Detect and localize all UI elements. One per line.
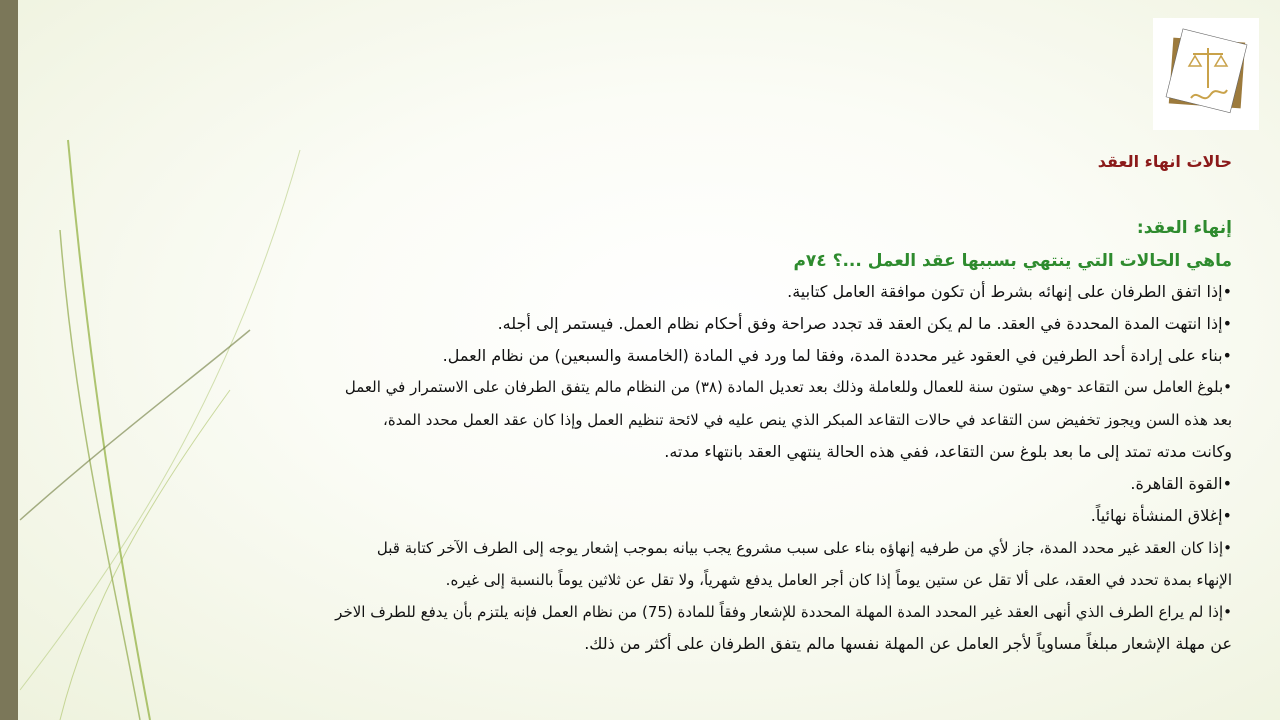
bullet-line: الإنهاء بمدة تحدد في العقد، على ألا تقل عن ستين يوماً إذا كان أجر العامل يدفع شهرياً، ولا تقل عن ثلاثين يوماً بالنسبة إلى غيره. [445,571,1232,589]
question-heading: ماهي الحالات التي ينتهي بسببها عقد العمل ...؟ ٧٤م [793,251,1232,271]
bullet-line: •إذا اتفق الطرفان على إنهائه بشرط أن تكون موافقة العامل كتابية. [787,282,1232,301]
bullet-line: •بناء على إرادة أحد الطرفين في العقود غير محددة المدة، وفقا لما ورد في المادة (الخامسة والسبعين) من نظام العمل. [442,346,1232,365]
section-heading: إنهاء العقد: [1136,218,1232,238]
bullet-line: •القوة القاهرة. [1130,474,1232,493]
bullet-line: •إذا كان العقد غير محدد المدة، جاز لأي من طرفيه إنهاؤه بناء على سبب مشروع يجب بيانه بموجب إشعار يوجه إلى الطرف الآخر كتابة قبل [376,539,1232,557]
slide-title: حالات انهاء العقد [1097,152,1232,171]
bullet-line: •إذا انتهت المدة المحددة في العقد. ما لم يكن العقد قد تجدد صراحة وفق أحكام نظام العمل. فيستمر إلى أجله. [497,314,1232,333]
decorative-lines [0,0,320,720]
bullet-line: بعد هذه السن ويجوز تخفيض سن التقاعد في حالات التقاعد المبكر الذي ينص عليه في لائحة تنظيم العمل وإذا كان عقد العمل محدد المدة، [383,411,1232,429]
bullet-line: عن مهلة الإشعار مبلغاً مساوياً لأجر العامل عن المهلة نفسها مالم يتفق الطرفان على أكثر من ذلك. [584,634,1232,653]
bullet-line: وكانت مدته تمتد إلى ما بعد بلوغ سن التقاعد، ففي هذه الحالة ينتهي العقد بانتهاء مدته. [664,442,1232,461]
bullet-line: •إغلاق المنشأة نهائياً. [1090,506,1232,525]
bullet-line: •إذا لم يراع الطرف الذي أنهى العقد غير المحدد المدة المهلة المحددة للإشعار وفقاً للمادة (75) من نظام العمل فإنه يلتزم بأن يدفع للطرف الاخر [335,603,1232,621]
bullet-line: •بلوغ العامل سن التقاعد -وهي ستون سنة للعمال وللعاملة وذلك بعد تعديل المادة (٣٨) من النظام مالم يتفق الطرفان على الاستمرار في العمل [344,378,1232,396]
logo [1153,18,1259,130]
